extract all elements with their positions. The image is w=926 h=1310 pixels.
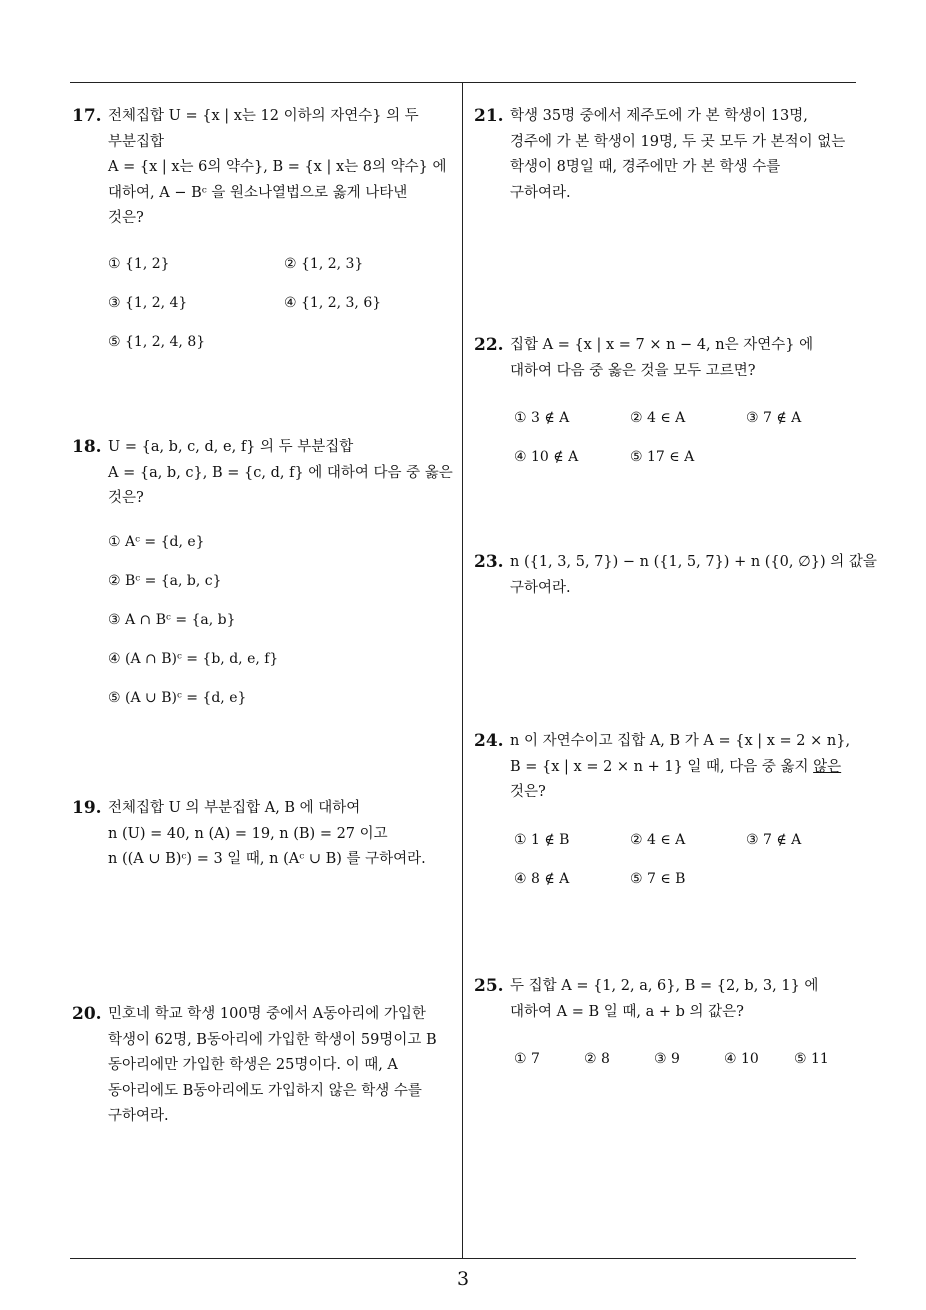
problem-stem [510, 974, 859, 1025]
stem-line: 전체집합 U = {x | x는 12 이하의 자연수} 의 두 [108, 108, 419, 124]
choice-4[interactable]: ④ 10 ∉ A [514, 449, 579, 465]
problem-19 [72, 796, 457, 873]
choice-2[interactable]: ② Bᶜ = {a, b, c} [108, 572, 222, 589]
problem-21 [474, 104, 859, 206]
stem-line: 집합 A = {x | x = 7 × n − 4, n은 자연수} 에 [510, 337, 814, 353]
problem-24 [474, 729, 859, 887]
stem-line: 대하여 다음 중 옳은 것을 모두 고르면? [510, 362, 756, 379]
choice-1[interactable]: ① 3 ∉ A [514, 410, 570, 426]
problem-number: 24. [474, 731, 504, 751]
choice-4[interactable]: ④ 10 [724, 1051, 759, 1067]
stem-line: n 이 자연수이고 집합 A, B 가 A = {x | x = 2 × n}, [510, 733, 851, 749]
stem-line: 두 집합 A = {1, 2, a, 6}, B = {2, b, 3, 1} 에 [510, 978, 819, 994]
stem-line: 것은? [510, 784, 546, 800]
stem-line: n (U) = 40, n (A) = 19, n (B) = 27 이고 [108, 825, 388, 842]
stem-line: B = {x | x = 2 × n + 1} 일 때, 다음 중 옳지 않은 [510, 758, 842, 775]
problem-22 [474, 333, 859, 465]
problem-stem [108, 104, 457, 232]
choice-3[interactable]: ③ 7 ∉ A [746, 831, 802, 848]
choice-5[interactable]: ⑤ (A ∪ B)ᶜ = {d, e} [108, 689, 247, 706]
stem-line: A = {a, b, c}, B = {c, d, f} 에 대하여 다음 중 옳은 [108, 464, 453, 481]
page-number: 3 [456, 1268, 470, 1290]
problem-stem [108, 1002, 457, 1130]
stem-line: n ({1, 3, 5, 7}) − n ({1, 5, 7}) + n ({0, ∅}) 의 값을 [510, 554, 877, 570]
problem-number: 17. [72, 106, 102, 126]
stem-line: U = {a, b, c, d, e, f} 의 두 부분집합 [108, 439, 354, 455]
problem-17 [72, 104, 457, 350]
choice-4[interactable]: ④ {1, 2, 3, 6} [284, 294, 382, 311]
choice-2[interactable]: ② 8 [584, 1051, 610, 1067]
stem-line: n ((A ∪ B)ᶜ) = 3 일 때, n (Aᶜ ∪ B) 를 구하여라. [108, 851, 426, 867]
stem-line: 민호네 학교 학생 100명 중에서 A동아리에 가입한 [108, 1006, 426, 1022]
stem-line: 구하여라. [108, 1108, 169, 1124]
stem-line: 동아리에만 가입한 학생은 25명이다. 이 때, A [108, 1057, 398, 1073]
choice-list [108, 232, 457, 350]
stem-line: 구하여라. [510, 579, 571, 596]
stem-line: 학생 35명 중에서 제주도에 가 본 학생이 13명, [510, 108, 808, 124]
stem-line: 전체집합 U 의 부분집합 A, B 에 대하여 [108, 800, 361, 816]
stem-line: A = {x | x는 6의 약수}, B = {x | x는 8의 약수} 에 [108, 159, 447, 175]
choice-3[interactable]: ③ {1, 2, 4} [108, 294, 188, 311]
choice-5[interactable]: ⑤ 7 ∈ B [630, 870, 686, 887]
stem-line: 부분집합 [108, 133, 165, 150]
choice-list [510, 384, 859, 465]
choice-3[interactable]: ③ 9 [654, 1051, 680, 1067]
problem-number: 23. [474, 552, 504, 572]
problem-stem [510, 729, 859, 806]
underlined-word: 않은 [813, 758, 842, 775]
problem-number: 25. [474, 976, 504, 996]
choice-2[interactable]: ② {1, 2, 3} [284, 255, 364, 272]
choice-5[interactable]: ⑤ {1, 2, 4, 8} [108, 333, 206, 350]
problem-number: 18. [72, 437, 102, 457]
problem-25 [474, 974, 859, 1065]
problem-number: 22. [474, 335, 504, 355]
stem-line: 동아리에도 B동아리에도 가입하지 않은 학생 수를 [108, 1082, 422, 1099]
choice-1[interactable]: ① 1 ∉ B [514, 831, 570, 848]
problem-stem [510, 550, 877, 601]
stem-line: 경주에 가 본 학생이 19명, 두 곳 모두 가 본적이 없는 [510, 133, 846, 150]
choice-2[interactable]: ② 4 ∈ A [630, 410, 686, 426]
choice-2[interactable]: ② 4 ∈ A [630, 831, 686, 848]
problem-18 [72, 435, 457, 706]
top-rule [70, 82, 856, 83]
choice-4[interactable]: ④ (A ∩ B)ᶜ = {b, d, e, f} [108, 650, 279, 667]
choice-list [108, 512, 457, 706]
choice-1[interactable]: ① 7 [514, 1051, 540, 1067]
bottom-rule [70, 1258, 856, 1259]
stem-line: 대하여, A − Bᶜ 을 원소나열법으로 옳게 나타낸 [108, 184, 408, 201]
choice-5[interactable]: ⑤ 17 ∈ A [630, 449, 695, 465]
choice-3[interactable]: ③ A ∩ Bᶜ = {a, b} [108, 611, 236, 628]
stem-line: 대하여 A = B 일 때, a + b 의 값은? [510, 1003, 744, 1020]
stem-line: 것은? [108, 490, 144, 506]
stem-line: 구하여라. [510, 184, 571, 201]
stem-line: 것은? [108, 210, 144, 226]
problem-stem [510, 104, 859, 206]
problem-23 [474, 550, 877, 601]
problem-stem [108, 796, 457, 873]
choice-1[interactable]: ① {1, 2} [108, 255, 170, 272]
problem-number: 19. [72, 798, 102, 818]
choice-5[interactable]: ⑤ 11 [794, 1051, 829, 1067]
problem-stem [108, 435, 457, 512]
choice-list [510, 806, 859, 887]
problem-20 [72, 1002, 457, 1130]
problem-stem [510, 333, 859, 384]
stem-line: 학생이 62명, B동아리에 가입한 학생이 59명이고 B [108, 1031, 437, 1048]
choice-4[interactable]: ④ 8 ∉ A [514, 870, 570, 887]
choice-list [510, 1025, 859, 1065]
problem-number: 20. [72, 1004, 102, 1024]
column-divider [462, 82, 463, 1258]
choice-1[interactable]: ① Aᶜ = {d, e} [108, 533, 205, 550]
choice-3[interactable]: ③ 7 ∉ A [746, 410, 802, 426]
problem-number: 21. [474, 106, 504, 126]
stem-line: 학생이 8명일 때, 경주에만 가 본 학생 수를 [510, 159, 781, 175]
